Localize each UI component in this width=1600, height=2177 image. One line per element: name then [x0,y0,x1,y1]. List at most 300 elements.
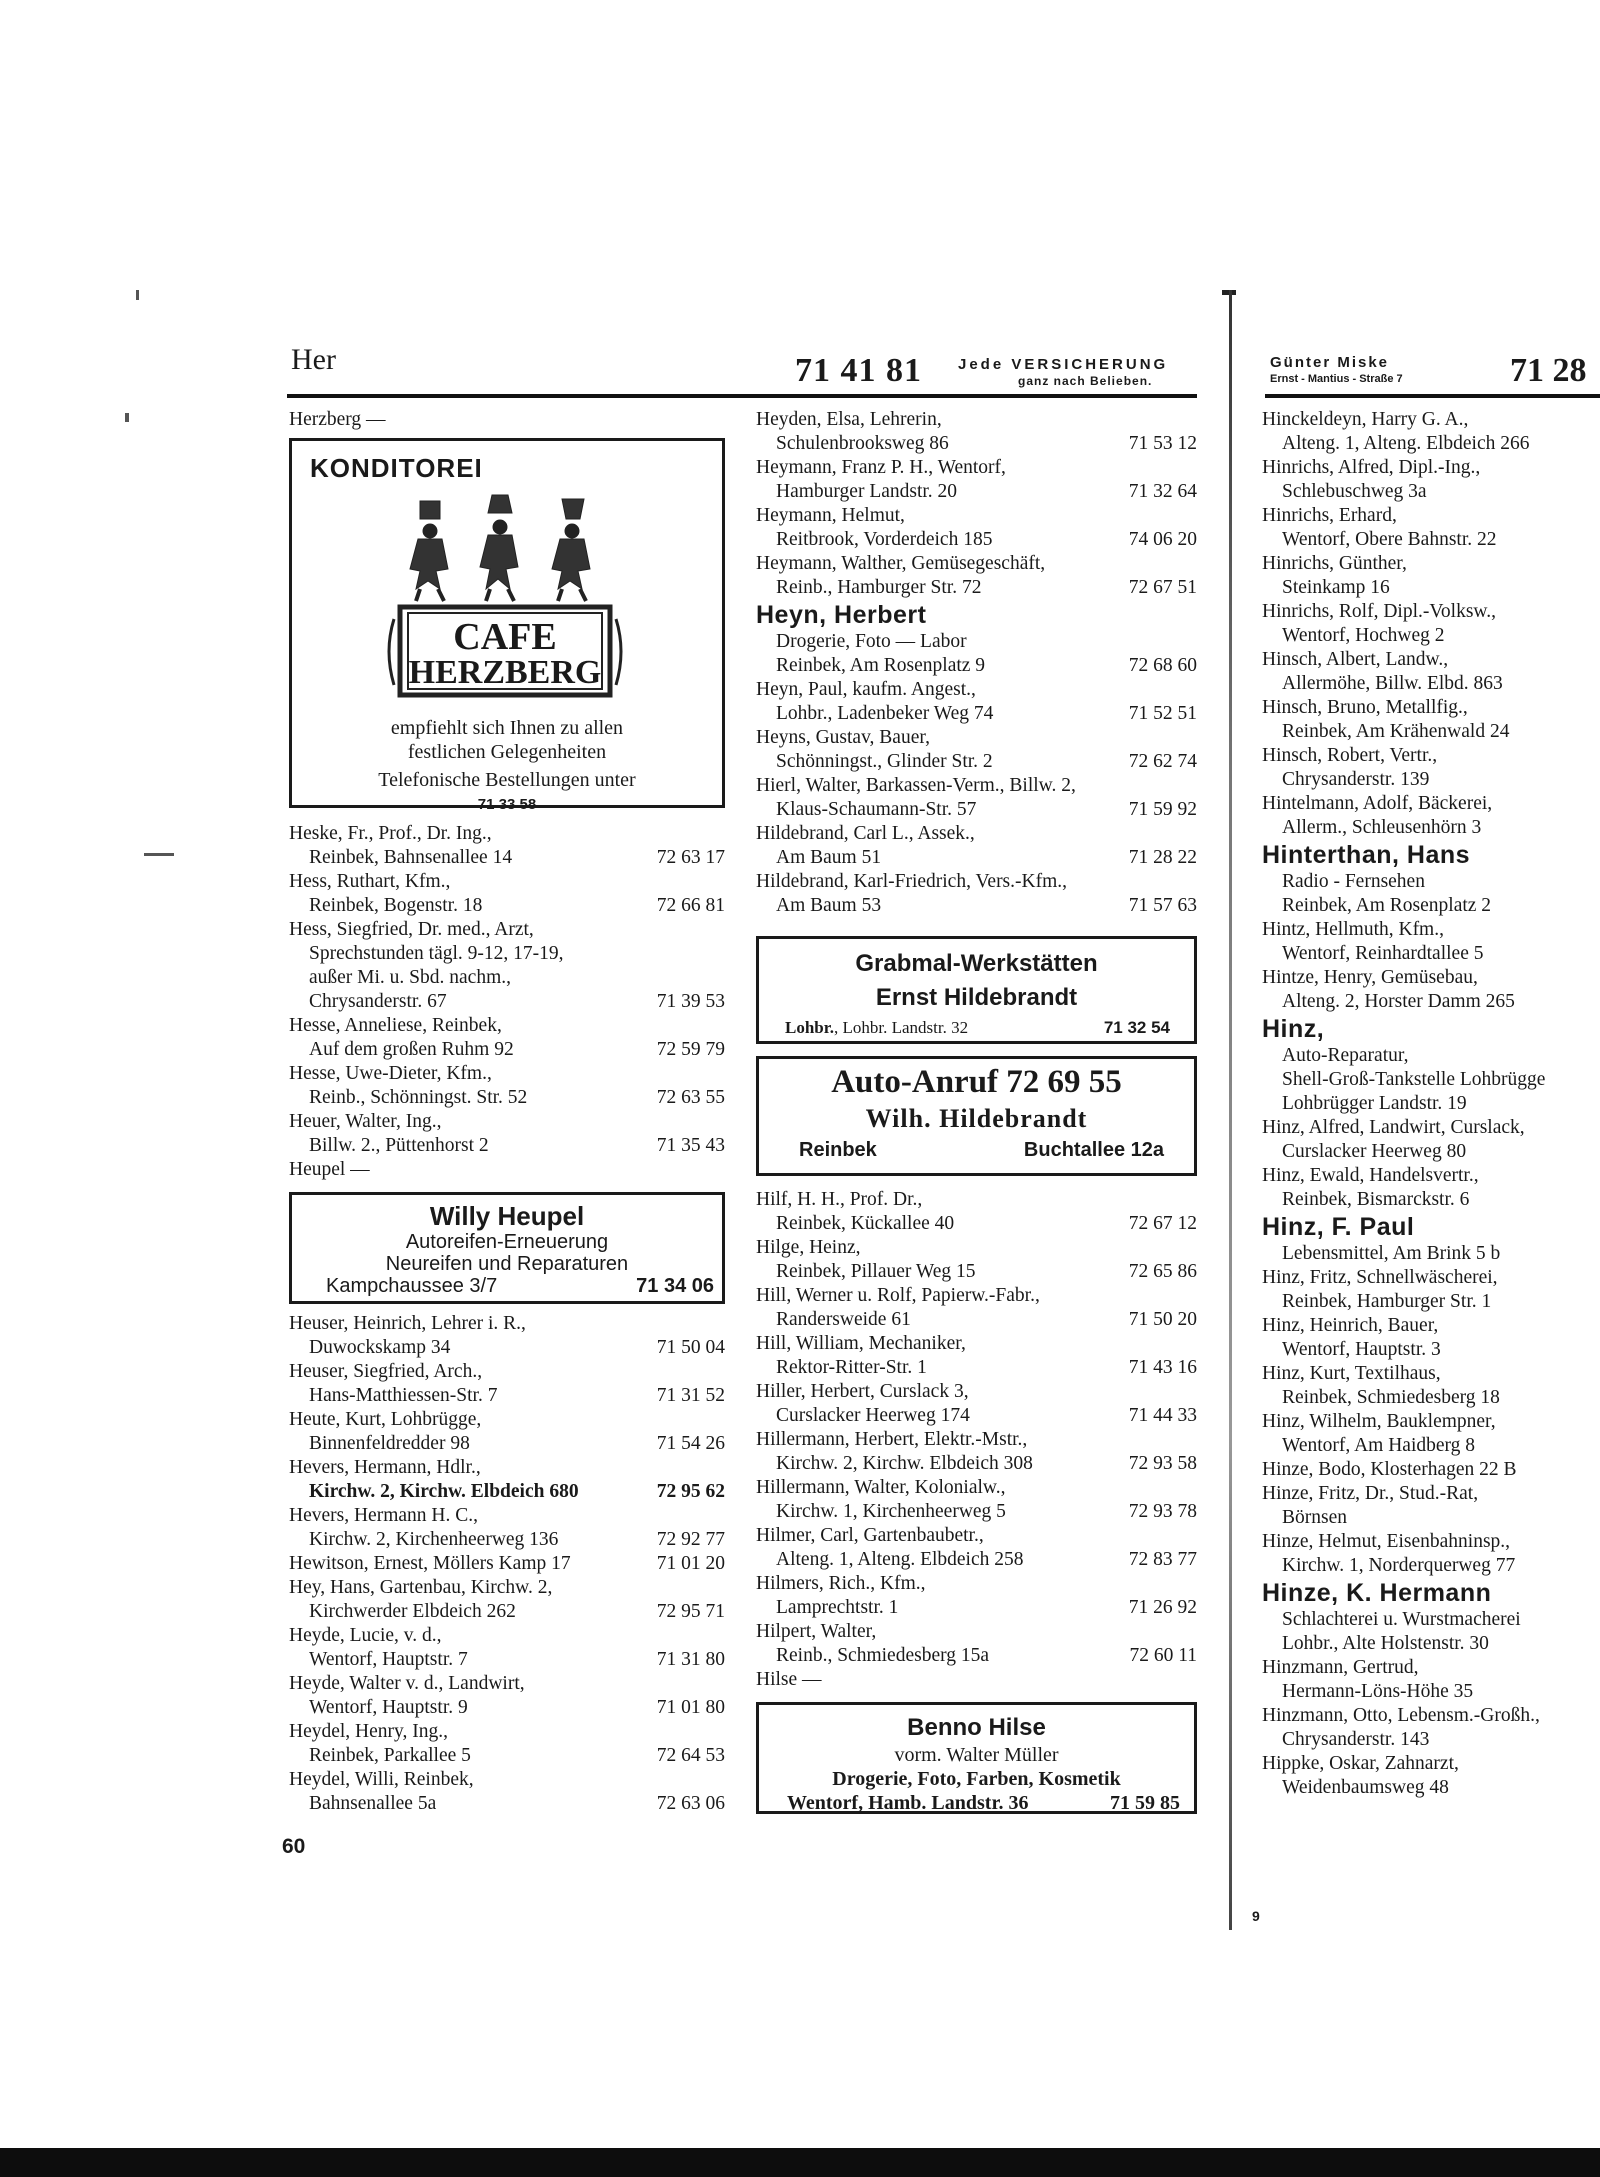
directory-entry-line [756,1380,1197,1404]
auto-ad-place: Reinbek [799,1139,877,1161]
entry-phone-number: 72 66 81 [656,895,725,916]
directory-entry-line [1262,1410,1600,1434]
waiter-figure-2 [480,495,518,601]
entry-text: Hinckeldeyn, Harry G. A., [1262,409,1469,430]
directory-entry-line [1262,696,1600,720]
entry-phone-number: 71 01 80 [656,1697,725,1718]
directory-entry-line [289,822,725,846]
entry-phone-number: 72 93 58 [1128,1453,1197,1474]
directory-entry-line [1262,942,1600,966]
waiter-figure-3 [552,499,590,601]
entry-text: Bahnsenallee 5a [309,1793,437,1814]
running-head-word: Her [291,343,336,376]
entry-text: Allermöhe, Billw. Elbd. 863 [1282,673,1503,694]
page-number-left: 60 [282,1835,306,1858]
directory-column-2 [756,408,1197,1814]
entry-text: Am Baum 53 [776,895,882,916]
entry-text: Heymann, Helmut, [756,505,905,526]
entry-text: Hewitson, Ernest, Möllers Kamp 17 [289,1553,571,1574]
entry-text: Hinz, F. Paul [1262,1213,1415,1241]
directory-entry-line [289,1062,725,1086]
entry-text: Reinbek, Schmiedesberg 18 [1282,1387,1500,1408]
directory-entry-line [289,1408,725,1432]
entry-text: Alteng. 1, Alteng. Elbdeich 266 [1282,433,1530,454]
entry-text: Alteng. 2, Horster Damm 265 [1282,991,1515,1012]
directory-entry-line [1262,792,1600,816]
directory-entry-line [1262,600,1600,624]
auto-ad-line1: Auto-Anruf 72 69 55 [831,1064,1122,1100]
directory-entry-line [756,1404,1197,1428]
directory-entry-line [1262,744,1600,768]
hilse-ad-line3: Drogerie, Foto, Farben, Kosmetik [832,1768,1121,1790]
entry-text: Heute, Kurt, Lohbrügge, [289,1409,482,1430]
entry-text: Sprechstunden tägl. 9-12, 17-19, [309,943,564,964]
entry-text: Hippke, Oskar, Zahnarzt, [1262,1753,1459,1774]
directory-entry-line [289,1648,725,1672]
entry-text: Hinze, Bodo, Klosterhagen 22 B [1262,1459,1517,1480]
entry-phone-number: 72 92 77 [656,1529,725,1550]
entry-phone-number: 72 63 55 [656,1087,725,1108]
directory-entry-line [1262,1752,1600,1776]
entry-text: Hamburger Landstr. 20 [776,481,958,502]
directory-entry-line [289,1768,725,1792]
directory-entry-line [289,1432,725,1456]
directory-entry-line [756,894,1197,918]
directory-entry-line [1262,1164,1600,1188]
entry-text: Chrysanderstr. 139 [1282,769,1430,790]
directory-entry-line [756,456,1197,480]
entry-text: Hierl, Walter, Barkassen-Verm., Billw. 2, [756,775,1076,796]
entry-phone-number: 72 68 60 [1128,655,1197,676]
entry-text: Herzberg — [289,409,386,430]
directory-entry-line [289,1014,725,1038]
entry-text: Wentorf, Hauptstr. 7 [309,1649,468,1670]
directory-entry-line [1262,1188,1600,1212]
entry-text: außer Mi. u. Sbd. nachm., [309,967,512,988]
entry-text: Hinzmann, Otto, Lebensm.-Großh., [1262,1705,1540,1726]
heupel-ad-address-row [292,1275,722,1297]
entry-text: Reinbek, Bahnsenallee 14 [309,847,513,868]
directory-entry-line [1262,840,1600,870]
entry-text: Wentorf, Am Haidberg 8 [1282,1435,1476,1456]
entry-text: Reinbek, Bismarckstr. 6 [1282,1189,1470,1210]
hilse-ad-phone: 71 59 85 [1110,1792,1180,1814]
entry-text: Hillermann, Herbert, Elektr.-Mstr., [756,1429,1028,1450]
entry-text: Hinz, Heinrich, Bauer, [1262,1315,1439,1336]
grabmal-ad [756,936,1197,1044]
entry-text: Hinze, Fritz, Dr., Stud.-Rat, [1262,1483,1479,1504]
directory-entry-line [756,1212,1197,1236]
entry-text: Hilmers, Rich., Kfm., [756,1573,926,1594]
scan-bottom-border [0,2148,1600,2177]
grabmal-ad-line1: Grabmal-Werkstätten [855,950,1098,977]
konditorei-ad-title: KONDITOREI [310,453,483,483]
directory-entry-line [1262,432,1600,456]
entry-text: Weidenbaumsweg 48 [1282,1777,1449,1798]
entry-text: Hildebrand, Karl-Friedrich, Vers.-Kfm., [756,871,1068,892]
entry-text: Kirchw. 2, Kirchenheerweg 136 [309,1529,559,1550]
page-gutter-line [1229,290,1232,1930]
directory-entry-line [289,1134,725,1158]
heupel-ad-phone: 71 34 06 [636,1275,714,1297]
entry-text: Hill, Werner u. Rolf, Papierw.-Fabr., [756,1285,1040,1306]
heupel-ad-address: Kampchaussee 3/7 [326,1275,498,1297]
directory-entry-line [1262,1704,1600,1728]
header-ad-line1: Jede VERSICHERUNG [958,356,1169,373]
entry-text: Lebensmittel, Am Brink 5 b [1282,1243,1501,1264]
right-page-header-ad [1270,355,1403,387]
directory-entry-line [1262,1530,1600,1554]
directory-entry-line [1262,1458,1600,1482]
directory-entry-line [756,774,1197,798]
directory-entry-line [289,1528,725,1552]
directory-entry-line [289,846,725,870]
directory-entry-line [1262,990,1600,1014]
entry-text: Chrysanderstr. 143 [1282,1729,1430,1750]
entry-text: Wentorf, Hauptstr. 9 [309,1697,468,1718]
directory-entry-line [289,894,725,918]
entry-text: Heydel, Henry, Ing., [289,1721,449,1742]
directory-entry-line [1262,456,1600,480]
directory-entry-line [289,1792,725,1816]
entry-text: Hesse, Anneliese, Reinbek, [289,1015,502,1036]
konditorei-ad-text2: festlichen Gelegenheiten [407,741,607,763]
entry-text: Heyde, Walter v. d., Landwirt, [289,1673,525,1694]
directory-entry-line [1262,1680,1600,1704]
entry-text: Curslacker Heerweg 174 [776,1405,970,1426]
directory-column-1 [289,408,725,1816]
entry-text: Heupel — [289,1159,370,1180]
directory-entry-line [1262,1434,1600,1458]
col1-entries-after [289,1312,725,1816]
directory-entry-line [756,432,1197,456]
entry-text: Hesse, Uwe-Dieter, Kfm., [289,1063,492,1084]
entry-text: Hintz, Hellmuth, Kfm., [1262,919,1444,940]
directory-entry-line [756,1260,1197,1284]
entry-text: Hinsch, Bruno, Metallfig., [1262,697,1468,718]
directory-entry-line [1262,1116,1600,1140]
entry-phone-number: 72 62 74 [1128,751,1197,772]
entry-text: Klaus-Schaumann-Str. 57 [776,799,977,820]
entry-text: Randersweide 61 [776,1309,911,1330]
directory-entry-line [1262,624,1600,648]
entry-phone-number: 71 57 63 [1128,895,1197,916]
waiter-figure-1 [410,501,448,601]
entry-phone-number: 71 54 26 [656,1433,725,1454]
directory-entry-line [1262,648,1600,672]
entry-text: Curslacker Heerweg 80 [1282,1141,1467,1162]
hilse-ad-address: Wentorf, Hamb. Landstr. 36 [787,1792,1029,1814]
directory-entry-line [756,750,1197,774]
directory-entry-line [289,990,725,1014]
directory-entry-line [756,480,1197,504]
entry-phone-number: 71 28 22 [1128,847,1197,868]
entry-phone-number: 71 01 20 [656,1553,725,1574]
directory-entry-line [1262,1092,1600,1116]
directory-entry-line [756,576,1197,600]
auto-ad-street: Buchtallee 12a [1023,1139,1164,1161]
entry-text: Hevers, Hermann, Hdlr., [289,1457,481,1478]
entry-text: Wentorf, Hauptstr. 3 [1282,1339,1441,1360]
grabmal-ad-place: Lohbr. [785,1018,834,1037]
directory-entry-line [1262,918,1600,942]
heupel-ad-line2: Neureifen und Reparaturen [385,1253,629,1275]
directory-entry-line [1262,1554,1600,1578]
entry-text: Kirchw. 1, Kirchenheerweg 5 [776,1501,1006,1522]
directory-entry-line [756,1356,1197,1380]
directory-entry-line [1262,672,1600,696]
directory-entry-line [1262,1482,1600,1506]
right-header-rule [1265,394,1600,398]
entry-text: Wentorf, Reinhardtallee 5 [1282,943,1484,964]
konditorei-ad-text3: Telefonische Bestellungen unter [378,769,636,791]
entry-text: Hinrichs, Günther, [1262,553,1407,574]
directory-entry-line [1262,1266,1600,1290]
grabmal-ad-line2: Ernst Hildebrandt [875,984,1078,1011]
directory-entry-line [289,918,725,942]
entry-text: Lamprechtstr. 1 [776,1597,899,1618]
directory-entry-line [1262,1632,1600,1656]
entry-phone-number: 72 65 86 [1128,1261,1197,1282]
directory-entry-line [756,1668,1197,1692]
entry-phone-number: 71 50 20 [1128,1309,1197,1330]
entry-text: Hinz, Wilhelm, Bauklempner, [1262,1411,1496,1432]
entry-text: Shell-Groß-Tankstelle Lohbrügge [1282,1069,1546,1090]
right-header-ad-line1: Günter Miske [1270,354,1390,371]
entry-text: Hinrichs, Rolf, Dipl.-Volksw., [1262,601,1496,622]
entry-text: Reinb., Hamburger Str. 72 [776,577,982,598]
directory-entry-line [1262,1068,1600,1092]
entry-phone-number: 71 44 33 [1128,1405,1197,1426]
entry-text: Reinbek, Pillauer Weg 15 [776,1261,976,1282]
entry-text: Hinz, Fritz, Schnellwäscherei, [1262,1267,1498,1288]
entry-text: Heske, Fr., Prof., Dr. Ing., [289,823,492,844]
directory-entry-line [756,1308,1197,1332]
entry-text: Auf dem großen Ruhm 92 [309,1039,514,1060]
entry-text: Hildebrand, Carl L., Assek., [756,823,975,844]
directory-entry-line [289,1744,725,1768]
directory-entry-line [1262,1362,1600,1386]
col2-entries-mid [756,1188,1197,1692]
directory-entry-line [1262,966,1600,990]
directory-entry-line [1262,1338,1600,1362]
entry-phone-number: 72 67 51 [1128,577,1197,598]
directory-entry-line [289,1576,725,1600]
directory-entry-line [1262,1212,1600,1242]
entry-text: Reinbek, Kückallee 40 [776,1213,955,1234]
entry-phone-number: 71 31 52 [656,1385,725,1406]
entry-text: Chrysanderstr. 67 [309,991,447,1012]
konditorei-ad-text1: empfiehlt sich Ihnen zu allen [390,717,624,739]
col1-entries-mid [289,822,725,1182]
entry-text: Hinzmann, Gertrud, [1262,1657,1419,1678]
entry-text: Heyn, Paul, kaufm. Angest., [756,679,976,700]
directory-entry-line [756,528,1197,552]
entry-text: Reinbek, Hamburger Str. 1 [1282,1291,1492,1312]
entry-text: Hess, Siegfried, Dr. med., Arzt, [289,919,534,940]
entry-text: Hinz, Ewald, Handelsvertr., [1262,1165,1479,1186]
entry-text: Hess, Ruthart, Kfm., [289,871,451,892]
cafe-herzberg-logo [380,489,630,699]
directory-entry-line [756,1620,1197,1644]
directory-entry-line [756,1428,1197,1452]
header-rule [287,394,1197,398]
auto-ad-line2: Wilh. Hildebrandt [865,1104,1088,1133]
directory-entry-line [756,1452,1197,1476]
entry-text: Reinbek, Am Krähenwald 24 [1282,721,1510,742]
directory-entry-line [289,1624,725,1648]
entry-text: Reitbrook, Vorderdeich 185 [776,529,993,550]
entry-text: Hintelmann, Adolf, Bäckerei, [1262,793,1493,814]
col2-entries-before [756,408,1197,918]
directory-entry-line [1262,870,1600,894]
directory-entry-line [289,1336,725,1360]
directory-entry-line [756,1236,1197,1260]
entry-text: Reinb., Schmiedesberg 15a [776,1645,990,1666]
entry-text: Heuer, Walter, Ing., [289,1111,442,1132]
hilse-ad-address-row [759,1791,1194,1815]
right-header-ad-line2: Ernst - Mantius - Straße 7 [1270,373,1403,385]
auto-ad-address-row [759,1135,1194,1162]
entry-phone-number: 71 53 12 [1128,433,1197,454]
directory-entry-line [756,1572,1197,1596]
entry-text: Binnenfeldredder 98 [309,1433,470,1454]
entry-text: Heyn, Herbert [756,601,927,629]
entry-text: Börnsen [1282,1507,1347,1528]
directory-entry-line [756,1476,1197,1500]
entry-text: Hinze, Helmut, Eisenbahninsp., [1262,1531,1511,1552]
entry-text: Lohbr., Alte Holstenstr. 30 [1282,1633,1489,1654]
entry-text: Kirchw. 2, Kirchw. Elbdeich 680 [309,1481,579,1502]
directory-entry-line [756,1188,1197,1212]
directory-entry-line [1262,576,1600,600]
entry-phone-number: 71 32 64 [1128,481,1197,502]
directory-entry-line [756,846,1197,870]
hilse-ad-name: Benno Hilse [907,1714,1046,1741]
entry-text: Hilpert, Walter, [756,1621,877,1642]
directory-entry-line [1262,1776,1600,1800]
col1-entries-before [289,408,725,432]
directory-entry-line [289,1384,725,1408]
entry-phone-number: 71 39 53 [656,991,725,1012]
entry-text: Heyden, Elsa, Lehrerin, [756,409,942,430]
directory-entry-line [756,1524,1197,1548]
entry-text: Schönningst., Glinder Str. 2 [776,751,993,772]
directory-entry-line [289,1038,725,1062]
heupel-ad [289,1192,725,1304]
directory-entry-line [756,1596,1197,1620]
directory-entry-line [756,702,1197,726]
directory-entry-line [756,630,1197,654]
directory-entry-line [289,942,725,966]
entry-text: Wentorf, Obere Bahnstr. 22 [1282,529,1497,550]
entry-text: Hermann-Löns-Höhe 35 [1282,1681,1474,1702]
entry-text: Radio - Fernsehen [1282,871,1425,892]
entry-phone-number: 72 67 12 [1128,1213,1197,1234]
directory-entry-line [756,870,1197,894]
directory-entry-line [289,870,725,894]
directory-entry-line [289,1086,725,1110]
entry-phone-number: 71 52 51 [1128,703,1197,724]
entry-phone-number: 72 63 17 [656,847,725,868]
konditorei-ad-phone: 71 33 58 [477,796,537,813]
directory-entry-line [1262,528,1600,552]
entry-text: Hilf, H. H., Prof. Dr., [756,1189,923,1210]
col3-entries [1262,408,1600,1800]
directory-entry-line [1262,720,1600,744]
entry-text: Hilge, Heinz, [756,1237,861,1258]
entry-text: Hilmer, Carl, Gartenbaubetr., [756,1525,984,1546]
entry-text: Hevers, Hermann H. C., [289,1505,478,1526]
entry-text: Hilse — [756,1669,822,1690]
entry-phone-number: 72 93 78 [1128,1501,1197,1522]
directory-entry-line [1262,1242,1600,1266]
entry-phone-number: 71 59 92 [1128,799,1197,820]
directory-entry-line [289,1672,725,1696]
directory-entry-line [1262,816,1600,840]
directory-entry-line [756,552,1197,576]
heupel-ad-line1: Autoreifen-Erneuerung [405,1231,609,1253]
entry-text: Hinz, Alfred, Landwirt, Curslack, [1262,1117,1525,1138]
header-insurance-ad [958,356,1168,390]
directory-entry-line [289,1600,725,1624]
directory-entry-line [1262,1386,1600,1410]
entry-phone-number: 71 26 92 [1128,1597,1197,1618]
directory-entry-line [756,726,1197,750]
directory-entry-line [756,504,1197,528]
entry-text: Duwockskamp 34 [309,1337,451,1358]
entry-text: Heuser, Siegfried, Arch., [289,1361,483,1382]
entry-phone-number: 71 35 43 [656,1135,725,1156]
directory-entry-line [289,1552,725,1576]
grabmal-ad-phone: 71 32 54 [1103,1018,1170,1037]
directory-entry-line [1262,480,1600,504]
directory-entry-line [289,1360,725,1384]
directory-entry-line [289,1480,725,1504]
entry-text: Heuser, Heinrich, Lehrer i. R., [289,1313,526,1334]
entry-text: Reinbek, Bogenstr. 18 [309,895,483,916]
directory-entry-line [1262,768,1600,792]
entry-text: Hinze, K. Hermann [1262,1579,1492,1607]
entry-phone-number: 72 60 11 [1129,1645,1197,1666]
entry-text: Hinterthan, Hans [1262,841,1471,869]
heupel-ad-name: Willy Heupel [429,1201,585,1231]
entry-text: Rektor-Ritter-Str. 1 [776,1357,927,1378]
entry-text: Billw. 2., Püttenhorst 2 [309,1135,489,1156]
entry-text: Kirchwerder Elbdeich 262 [309,1601,516,1622]
directory-entry-line [289,1456,725,1480]
entry-phone-number: 74 06 20 [1128,529,1197,550]
entry-phone-number: 72 64 53 [656,1745,725,1766]
entry-text: Reinbek, Parkallee 5 [309,1745,471,1766]
page-number-right: 9 [1252,1908,1260,1924]
entry-text: Heymann, Franz P. H., Wentorf, [756,457,1006,478]
entry-text: Hillermann, Walter, Kolonialw., [756,1477,1006,1498]
entry-text: Wentorf, Hochweg 2 [1282,625,1445,646]
entry-text: Heyns, Gustav, Bauer, [756,727,930,748]
entry-phone-number: 71 50 04 [656,1337,725,1358]
entry-text: Lohbr., Ladenbeker Weg 74 [776,703,994,724]
entry-phone-number: 72 59 79 [656,1039,725,1060]
entry-phone-number: 72 95 71 [656,1601,725,1622]
hilse-ad [756,1702,1197,1814]
entry-text: Hinz, [1262,1015,1325,1043]
entry-text: Heydel, Willi, Reinbek, [289,1769,474,1790]
logo-text-cafe: CAFE [453,616,557,658]
directory-entry-line [1262,1656,1600,1680]
entry-text: Schlachterei u. Wurstmacherei [1282,1609,1521,1630]
entry-text: Hans-Matthiessen-Str. 7 [309,1385,498,1406]
